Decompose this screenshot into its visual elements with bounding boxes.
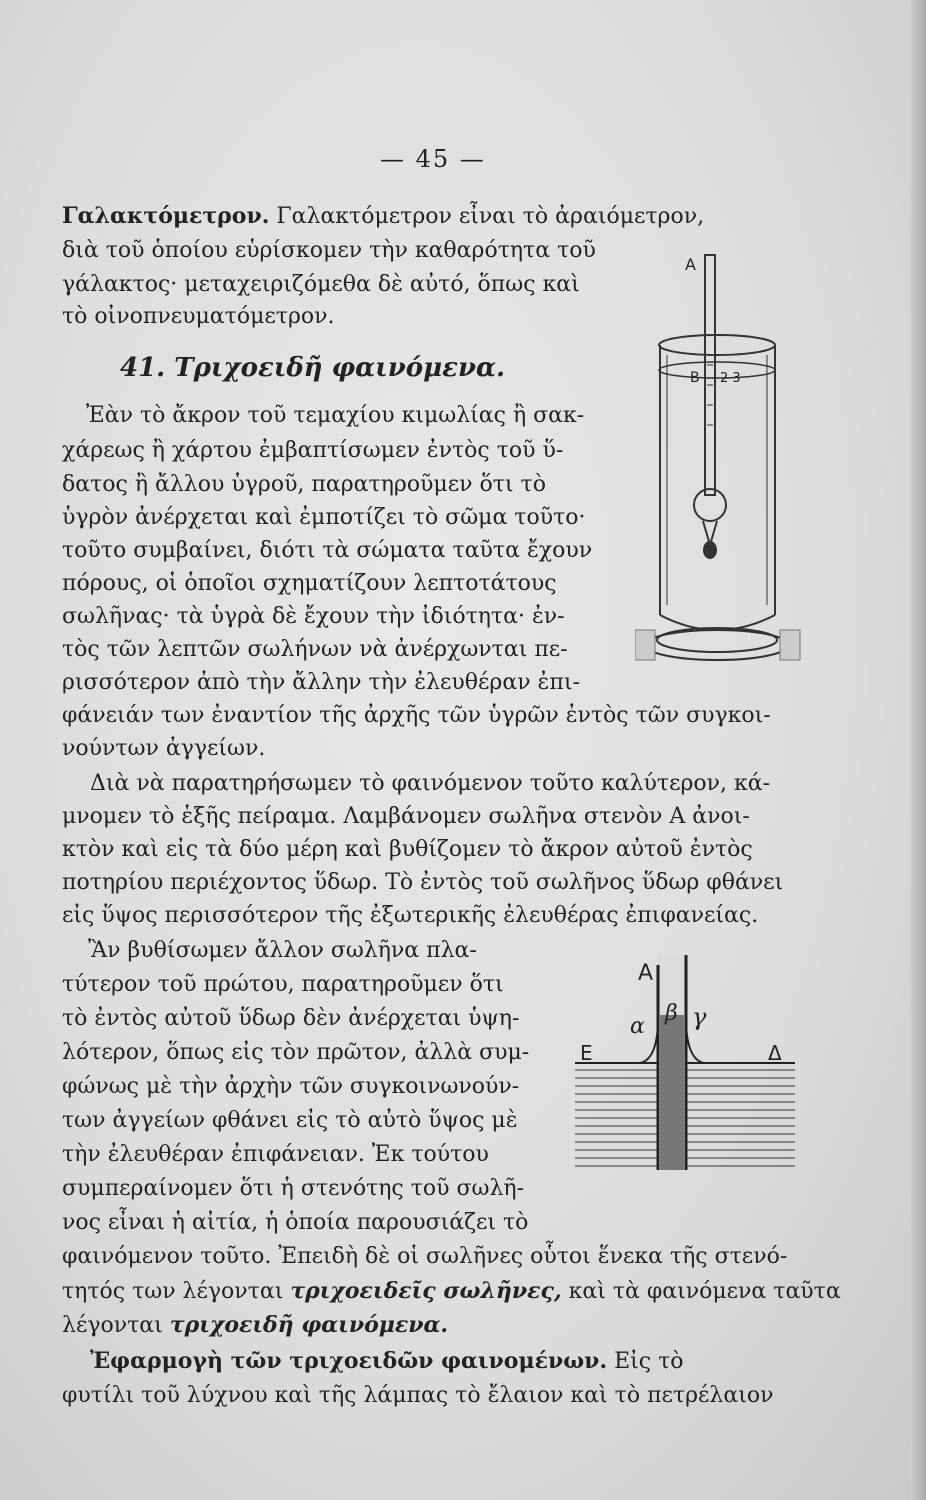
cylinder-rim [659,335,775,355]
paragraph3-line: των ἀγγείων φθάνει εἰς τὸ αὐτὸ ὕψος μὲ [62,1108,518,1133]
paragraph3-line: συμπεραίνομεν ὅτι ἡ στενότης τοῦ σωλῆ- [62,1176,525,1201]
text-run: τητός των λέγονται [62,1279,291,1304]
cylinder-foot [657,628,777,652]
paragraph2-line: μνομεν τὸ ἑξῆς πείραμα. Λαμβάνομεν σωλῆνα στενὸν Α ἀνοι- [62,804,750,829]
application-title: Ἐφαρμογὴ τῶν τριχοειδῶν φαινομένων. [90,1348,608,1374]
hatching-right [780,630,800,660]
paragraph3-line: φαινόμενον τοῦτο. Ἐπειδὴ δὲ οἱ σωλῆνες οὗτοι ἕνεκα τῆς στενό- [62,1244,788,1269]
figure1-label-a: Α [685,255,696,274]
page-number: — 45 — [380,145,486,173]
paragraph3-line-11 [62,1280,841,1303]
paragraph3-line: τύτερον τοῦ πρώτου, παρατηροῦμεν ὅτι [62,972,504,997]
paragraph1-line: δατος ἢ ἄλλου ὑγροῦ, παρατηροῦμεν ὅτι τὸ [62,472,546,497]
galaktometron-line-1 [62,205,704,228]
paragraph1-line: σωλῆνας· τὰ ὑγρὰ δὲ ἔχουν τὴν ἰδιότητα· ἐν- [62,604,565,629]
galaktometron-line-2: διὰ τοῦ ὁποίου εὑρίσκομεν τὴν καθαρότητα τοῦ [62,238,596,263]
term-capillary-phenomena: τριχοειδῆ φαινόμενα. [169,1312,449,1338]
paragraph2-line: κτὸν καὶ εἰς τὰ δύο μέρη καὶ βυθίζομεν τὸ ἄκρον αὐτοῦ ἐντὸς [62,837,753,862]
liquid-surface [659,362,775,378]
cylinder-base [645,630,789,660]
section-heading: 41. Τριχοειδῆ φαινόμενα. [120,353,506,383]
paragraph3-line: λότερον, ὅπως εἰς τὸν πρῶτον, ἀλλὰ συμ- [62,1040,530,1065]
figure1-scale: 2 3 [720,371,741,386]
figure2-label-E: Ε [580,1041,593,1065]
paragraph3-line: τὴν ἐλευθέραν ἐπιφάνειαν. Ἐκ τούτου [62,1142,489,1167]
paragraph3-line: Ἂν βυθίσωμεν ἄλλον σωλῆνα πλα- [88,938,477,963]
figure2-label-A: Α [638,961,654,986]
text-run: λέγονται [62,1313,170,1338]
paragraph1-line: τοῦτο συμβαίνει, διότι τὰ σώματα ταῦτα ἔχουν [62,538,593,563]
galactometer-figure [635,245,805,685]
paragraph1-line: Ἐὰν τὸ ἄκρον τοῦ τεμαχίου κιμωλίας ἢ σακ- [86,403,585,428]
hydrometer-bulb [694,489,726,521]
paragraph2-line: εἰς ὕψος περισσότερον τῆς ἐξωτερικῆς ἐλευθέρας ἐπιφανείας. [62,903,759,928]
paragraph1-line: χάρεως ἢ χάρτου ἐμβαπτίσωμεν ἐντὸς τοῦ ὕ- [62,438,564,463]
capillary-figure [570,945,800,1175]
paragraph2-line: Διὰ νὰ παρατηρήσωμεν τὸ φαινόμενον τοῦτο καλύτερον, κά- [90,771,771,796]
paragraph1-line: ρισσότερον ἀπὸ τὴν ἄλλην τὴν ἐλευθέραν ἐπι- [62,670,580,695]
application-text: Εἰς τὸ [614,1349,684,1374]
figure1-label-b: Β [690,370,700,386]
galaktometron-title: Γαλακτόμετρον. [62,203,270,229]
galaktometron-line-4: τὸ οἰνοπνευματόμετρον. [62,304,335,329]
hydrometer-weight [704,542,716,558]
application-line-1 [90,1350,684,1373]
figure2-label-D: Δ [768,1041,782,1065]
figure2-label-alpha: α [630,1014,645,1039]
paragraph1-line: πόρους, οἱ ὁποῖοι σχηματίζουν λεπτοτάτους [62,571,557,596]
paragraph3-line: τὸ ἐντὸς αὐτοῦ ὕδωρ δὲν ἀνέρχεται ὑψη- [62,1006,520,1031]
paragraph3-line: φώνως μὲ τὴν ἀρχὴν τῶν συγκοινωνούν- [62,1074,520,1099]
paragraph2-line: ποτηρίου περιέχοντος ὕδωρ. Τὸ ἐντὸς τοῦ σωλῆνος ὕδωρ φθάνει [62,870,784,895]
paragraph1-line: τὸς τῶν λεπτῶν σωλήνων νὰ ἀνέρχωνται πε- [62,637,568,662]
paragraph3-line: νος εἶναι ἡ αἰτία, ἡ ὁποία παρουσιάζει τὸ [62,1210,529,1235]
hydrometer-stem [705,255,715,495]
application-line-2: φυτίλι τοῦ λύχνου καὶ τῆς λάμπας τὸ ἔλαιον καὶ τὸ πετρέλαιον [62,1383,774,1408]
figure2-label-beta: β [665,1001,678,1026]
term-capillary-tubes: τριχοειδεῖς σωλῆνες, [290,1278,562,1304]
paragraph1-line: νούντων ἀγγείων. [62,736,266,761]
paragraph3-line-12 [62,1314,448,1337]
galaktometron-text: Γαλακτόμετρον εἶναι τὸ ἀραιόμετρον, [276,204,705,229]
paragraph1-line: φάνειάν των ἐναντίον τῆς ἀρχῆς τῶν ὑγρῶν ἐντὸς τῶν συγκοι- [62,703,771,728]
raised-water [660,1015,684,1170]
paragraph1-line: ὑγρὸν ἀνέρχεται καὶ ἐμποτίζει τὸ σῶμα τοῦτο· [62,505,586,530]
text-run: καὶ τὰ φαινόμενα ταῦτα [561,1279,841,1304]
galaktometron-line-3: γάλακτος· μεταχειριζόμεθα δὲ αὐτό, ὅπως καὶ [62,272,580,297]
page-edge [910,0,926,1500]
hatching-left [635,630,655,660]
figure2-label-gamma: γ [692,1003,707,1031]
